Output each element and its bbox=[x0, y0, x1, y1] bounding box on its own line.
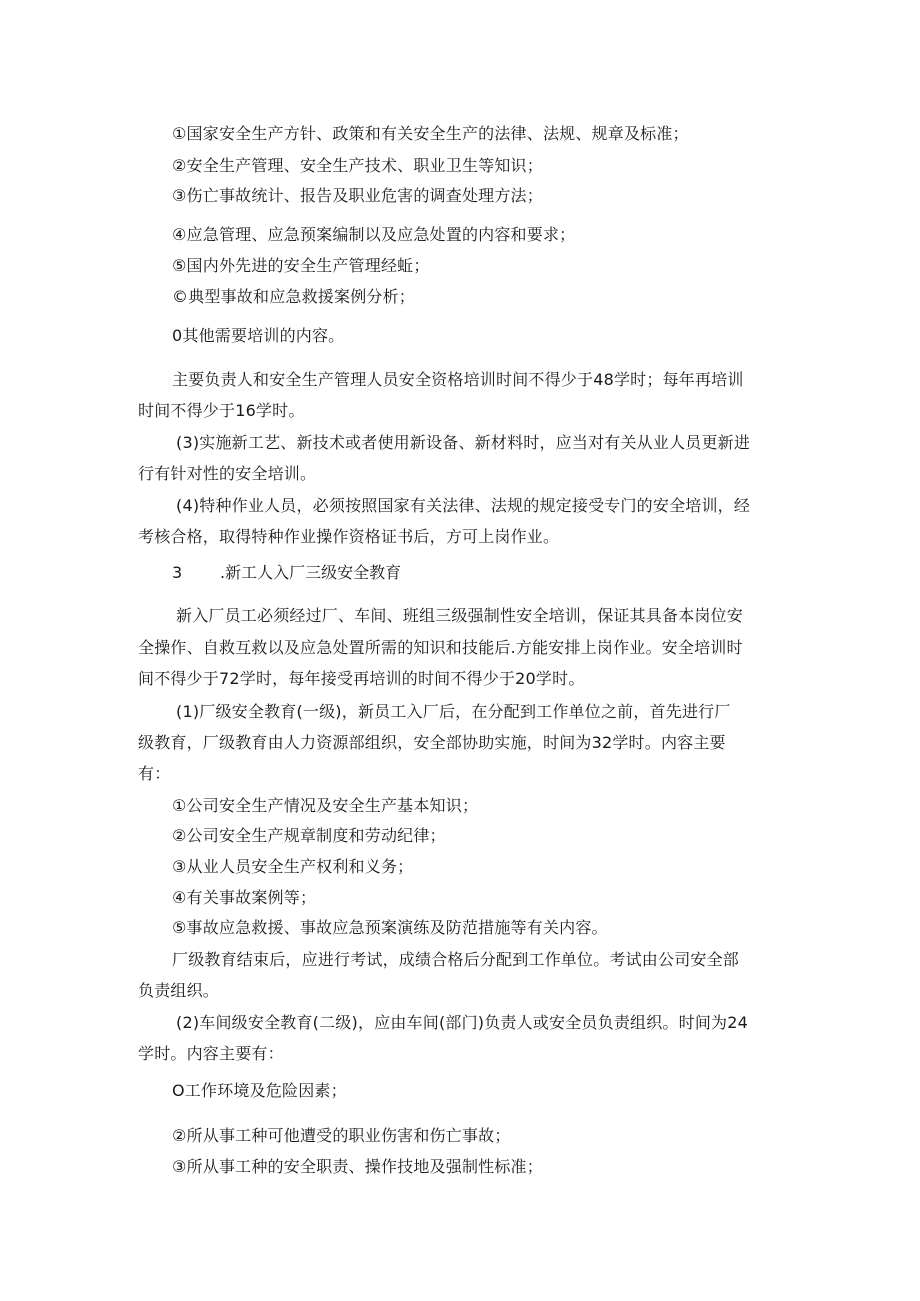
paragraph-line: 负责组织。 bbox=[138, 981, 220, 1000]
list-item: ⑤国内外先进的安全生产管理经蚯； bbox=[172, 256, 430, 275]
paragraph-line: 行有针对性的安全培训。 bbox=[138, 464, 317, 483]
list-item: ④有关事故案例等； bbox=[172, 888, 317, 907]
paragraph-line: 学时。内容主要有： bbox=[138, 1044, 284, 1063]
list-item: ③伤亡事故统计、报告及职业危害的调查处理方法； bbox=[172, 186, 543, 205]
list-item: ①公司安全生产情况及安全生产基本知识； bbox=[172, 796, 479, 815]
list-item: O工作环境及危险因素； bbox=[172, 1081, 347, 1100]
list-item: ②安全生产管理、安全生产技术、职业卫生等知识； bbox=[172, 156, 543, 175]
list-item: 0其他需要培训的内容。 bbox=[172, 326, 345, 345]
list-item: ②所从事工种可他遭受的职业伤害和伤亡事故； bbox=[172, 1126, 511, 1145]
list-item: ⑤事故应急救援、事故应急预案演练及防范措施等有关内容。 bbox=[172, 918, 608, 937]
paragraph-line: 全操作、自救互救以及应急处置所需的知识和技能后.方能安排上岗作业。安全培训时 bbox=[138, 638, 743, 657]
paragraph-line: (3)实施新工艺、新技术或者使用新设备、新材料时，应当对有关从业人员更新进 bbox=[176, 433, 751, 452]
list-item: ③从业人员安全生产权利和义务； bbox=[172, 857, 414, 876]
paragraph-line: 厂级教育结束后，应进行考试，成绩合格后分配到工作单位。考试由公司安全部 bbox=[172, 950, 740, 969]
paragraph-line: 间不得少于72学时，每年接受再培训的时间不得少于20学时。 bbox=[138, 669, 585, 688]
paragraph-line: 级教育，厂级教育由人力资源部组织，安全部协助实施，时间为32学时。内容主要 bbox=[138, 733, 726, 752]
section-number: 3 bbox=[172, 563, 183, 582]
paragraph-line: 考核合格，取得特种作业操作资格证书后，方可上岗作业。 bbox=[138, 527, 560, 546]
paragraph-line: 有： bbox=[138, 764, 171, 783]
paragraph-line: 主要负责人和安全生产管理人员安全资格培训时间不得少于48学时；每年再培训 bbox=[172, 370, 744, 389]
list-item: ©典型事故和应急救援案例分析； bbox=[172, 287, 416, 306]
list-item: ①国家安全生产方针、政策和有关安全生产的法律、法规、规章及标准； bbox=[172, 124, 689, 143]
list-item: ③所从事工种的安全职责、操作技地及强制性标准； bbox=[172, 1157, 543, 1176]
paragraph-line: (2)车间级安全教育(二级)，应由车间(部门)负责人或安全员负责组织。时间为24 bbox=[176, 1013, 748, 1032]
paragraph-line: 时间不得少于16学时。 bbox=[138, 401, 305, 420]
list-item: ④应急管理、应急预案编制以及应急处置的内容和要求； bbox=[172, 225, 576, 244]
paragraph-line: 新入厂员工必须经过厂、车间、班组三级强制性安全培训，保证其具备本岗位安 bbox=[176, 606, 744, 625]
paragraph-line: (4)特种作业人员，必须按照国家有关法律、法规的规定接受专门的安全培训，经 bbox=[176, 496, 751, 515]
list-item: ②公司安全生产规章制度和劳动纪律； bbox=[172, 826, 446, 845]
paragraph-line: (1)厂级安全教育(一级)，新员工入厂后，在分配到工作单位之前，首先进行厂 bbox=[176, 702, 731, 721]
section-title: .新工人入厂三级安全教育 bbox=[220, 563, 402, 582]
